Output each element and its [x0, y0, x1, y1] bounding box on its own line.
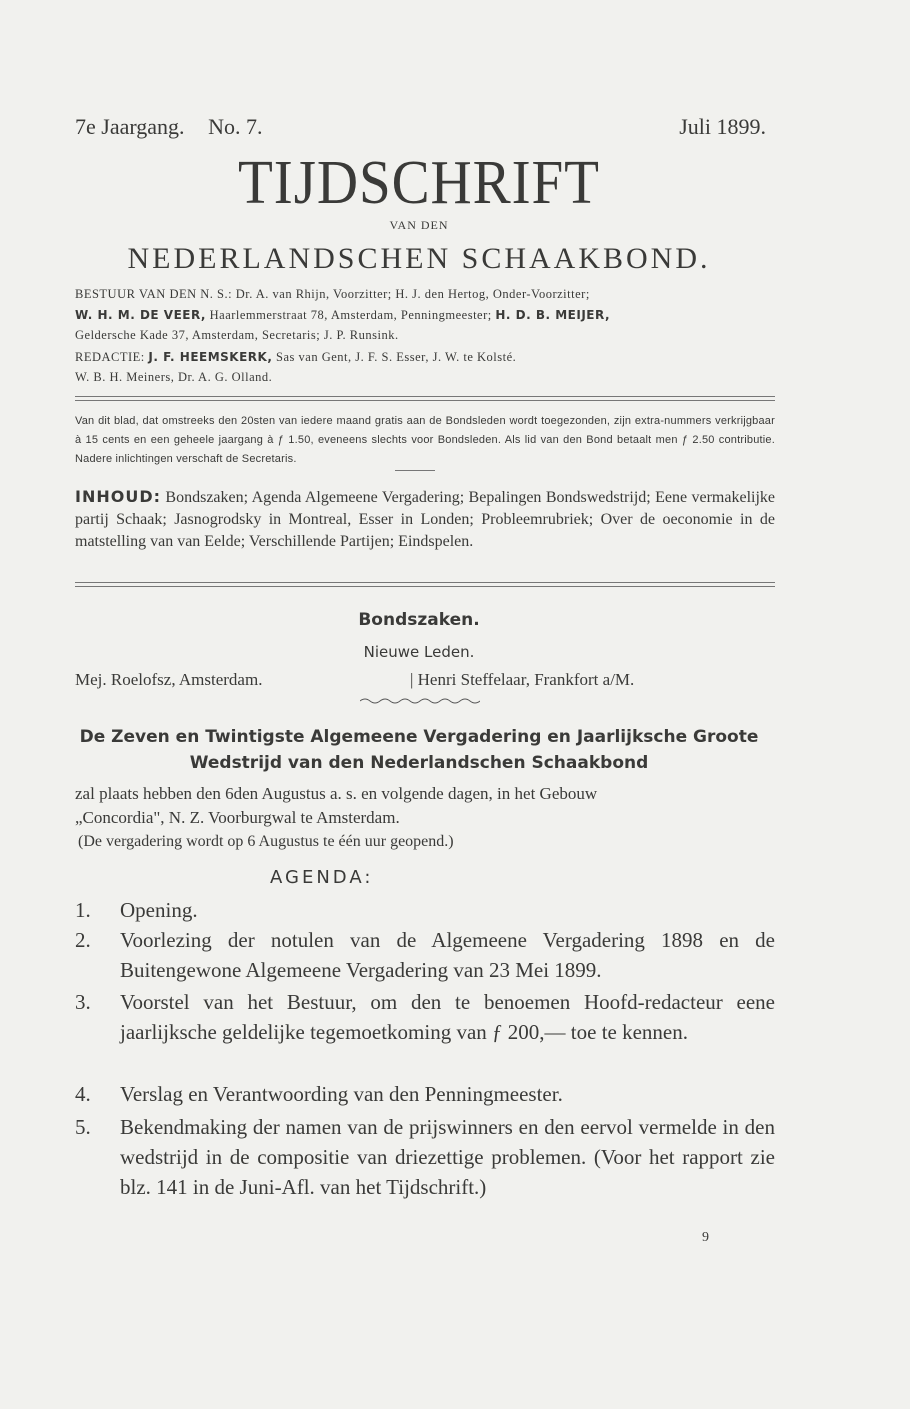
agenda-item-number: 1. — [75, 898, 91, 922]
masthead-bond: NEDERLANDSCHEN SCHAAKBOND. — [127, 242, 711, 275]
divider-short — [395, 470, 435, 471]
agenda-item-text: Opening. — [120, 898, 198, 922]
secretary-name: H. D. B. MEIJER, — [495, 308, 611, 322]
subscription-notice: Van dit blad, dat omstreeks den 20sten van iedere maand gratis aan de Bondsleden wordt toegezonden, zijn extra-nummers verkrijgbaar à 15 cents en een geheele jaargang à ƒ 1.50, eveneens slechts voor Bondsleden. Als lid van den Bond betaalt men ƒ 2.50 contributie. Nadere inlichtingen verschaft de Secretaris. — [75, 415, 775, 465]
bestuur-line-2 — [75, 308, 610, 323]
agenda-item — [75, 1112, 775, 1202]
treasurer-name: W. H. M. DE VEER, — [75, 308, 206, 322]
masthead-title: TIJDSCHRIFT — [238, 149, 600, 217]
redactie-editor: J. F. HEEMSKERK, — [148, 350, 273, 364]
agenda-title: AGENDA: — [270, 867, 374, 888]
agenda-item-text: Bekendmaking der namen van de prijswinners en den eervol vermelde in den wedstrijd in de compositie van driezettige problemen. (Voor het rapport zie blz. 141 in de Juni-Afl. van het Tijdschrift.) — [120, 1115, 775, 1199]
section-title-bondszaken: Bondszaken. — [358, 610, 480, 630]
issue-number: No. 7. — [208, 114, 263, 139]
redactie-line-2 — [75, 370, 272, 385]
agenda-item — [75, 895, 775, 925]
agenda-item-text: Verslag en Verantwoording van den Penningmeester. — [120, 1082, 563, 1106]
redactie-label: REDACTIE: — [75, 350, 149, 364]
contents-block — [75, 486, 775, 553]
agenda-item-number: 5. — [75, 1115, 91, 1139]
agenda-item-text: Voorstel van het Bestuur, om den te benoemen Hoofd-redacteur eene jaarlijksche geldelijke tegemoetkoming van ƒ 200,— toe te kennen. — [120, 990, 775, 1044]
volume-label: 7e Jaargang. — [75, 114, 185, 139]
redactie-text-1: Sas van Gent, J. F. S. Esser, J. W. te Kolsté. — [272, 350, 517, 364]
redactie-text-2: W. B. H. Meiners, Dr. A. G. Olland. — [75, 370, 273, 384]
meeting-line-3: (De vergadering wordt op 6 Augustus te één uur geopend.) — [78, 833, 454, 850]
issue-date: Juli 1899. — [679, 114, 766, 139]
subtitle-new-members: Nieuwe Leden. — [363, 643, 475, 661]
agenda-item — [75, 925, 775, 985]
redactie-line-1 — [75, 350, 516, 365]
bestuur-text-3: Geldersche Kade 37, Amsterdam, Secretaris; J. P. Runsink. — [75, 328, 399, 342]
agenda-item-number: 4. — [75, 1082, 91, 1106]
new-member-left: Mej. Roelofsz, Amsterdam. — [75, 670, 263, 689]
bestuur-text-1: BESTUUR VAN DEN N. S.: Dr. A. van Rhijn, Voorzitter; H. J. den Hertog, Onder-Voorzitter; — [75, 287, 590, 301]
agenda-item-number: 2. — [75, 928, 91, 952]
ornament-squiggle — [360, 697, 480, 705]
contents-text: Bondszaken; Agenda Algemeene Vergadering; Bepalingen Bondswedstrijd; Eene vermakelijke partij Schaak; Jasnogrodsky in Montreal, Esser in Londen; Probleemrubriek; Over de oeconomie in de matstelling van van Eelde; Verschillende Partijen; Eindspelen. — [75, 489, 775, 550]
page-number: 9 — [702, 1230, 709, 1245]
divider-top-2 — [75, 400, 775, 401]
agenda-item-text: Voorlezing der notulen van de Algemeene Vergadering 1898 en de Buitengewone Algemeene Vergadering van 23 Mei 1899. — [120, 928, 775, 982]
agenda-item — [75, 1079, 775, 1109]
divider-top-1 — [75, 396, 775, 397]
masthead-van-den: VAN DEN — [389, 218, 449, 232]
meeting-line-1: zal plaats hebben den 6den Augustus a. s. en volgende dagen, in het Gebouw — [75, 784, 598, 803]
agenda-item-number: 3. — [75, 990, 91, 1014]
bestuur-line-3 — [75, 328, 399, 343]
meeting-headline: De Zeven en Twintigste Algemeene Vergadering en Jaarlijksche Groote Wedstrijd van den Nederlandschen Schaakbond — [79, 727, 759, 773]
divider-mid-1 — [75, 582, 775, 583]
bestuur-text-2: Haarlemmerstraat 78, Amsterdam, Penningmeester; — [206, 308, 496, 322]
bestuur-line-1 — [75, 287, 590, 302]
divider-mid-2 — [75, 586, 775, 587]
agenda-item — [75, 987, 775, 1047]
issue-meta — [75, 114, 766, 140]
new-member-right: | Henri Steffelaar, Frankfort a/M. — [410, 670, 635, 689]
meeting-line-2: „Concordia", N. Z. Voorburgwal te Amsterdam. — [75, 808, 400, 827]
contents-label: INHOUD: — [75, 487, 162, 506]
